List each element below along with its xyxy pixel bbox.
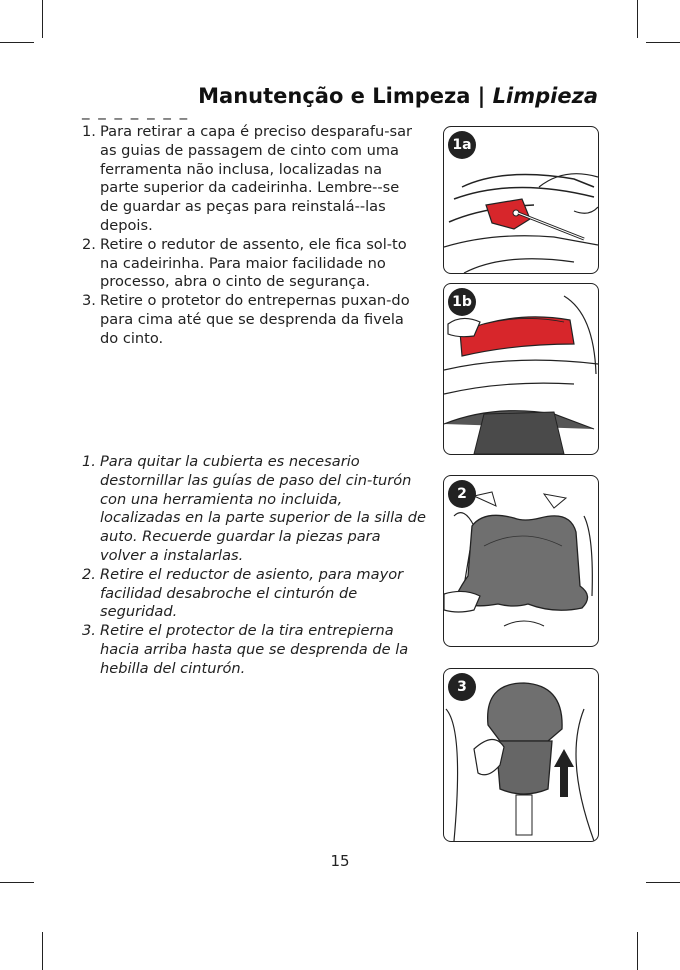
list-item [82,292,422,348]
list-item [82,622,427,678]
crop-mark [646,42,680,43]
crop-mark [637,0,638,38]
figure-2 [443,475,599,647]
step-text: Para quitar la cubierta es necesario destornillar las guías de paso del cin-turón con una herramienta no incluida, localizadas en la parte superior de la silla de auto. Recuerde guardar la piezas para volver a instalarlas. [100,453,426,564]
figure-label: 1a [448,131,476,159]
list-item [82,453,427,566]
page-number: 15 [330,852,350,870]
figure-label: 3 [448,673,476,701]
figure-label: 1b [448,288,476,316]
figure-1b [443,283,599,455]
step-number: 2. [82,565,96,583]
instructions-portuguese [82,123,422,349]
header-dashes: _ _ _ _ _ _ _ [82,102,190,120]
title-italic: Limpieza [492,84,598,108]
step-text: Retire o protetor do entrepernas puxan-do para cima até que se desprenda da fivela do cinto. [100,292,410,347]
step-text: Para retirar a capa é preciso desparafu-sar as guias de passagem de cinto com uma ferramenta não inclusa, localizadas na parte superior da cadeirinha. Lembre--se de guardar as peças para reinstalá--las depois. [100,123,413,234]
step-number: 3. [82,622,96,640]
step-number: 1. [82,123,96,140]
crop-mark [0,42,34,43]
step-text: Retire el protector de la tira entrepierna hacia arriba hasta que se desprenda de la hebilla del cinturón. [100,622,409,677]
list-item [82,123,422,236]
list-item [82,236,422,292]
list-item [82,566,427,622]
step-number: 3. [82,292,96,310]
page-title [198,84,598,108]
step-number: 2. [82,235,96,253]
crop-mark [646,882,680,883]
section-header [82,84,600,120]
crop-mark [42,0,43,38]
instructions-spanish [82,453,427,679]
figure-1a [443,126,599,274]
step-number: 1. [82,453,96,470]
figure-label: 2 [448,480,476,508]
title-bold: Manutenção e Limpeza | [198,84,493,108]
step-text: Retire el reductor de asiento, para mayor facilidad desabroche el cinturón de seguridad. [100,565,404,621]
figure-3 [443,668,599,842]
crop-mark [0,882,34,883]
crop-mark [42,932,43,970]
crop-mark [637,932,638,970]
step-text: Retire o redutor de assento, ele fica sol-to na cadeirinha. Para maior facilidade no processo, abra o cinto de segurança. [100,235,407,291]
